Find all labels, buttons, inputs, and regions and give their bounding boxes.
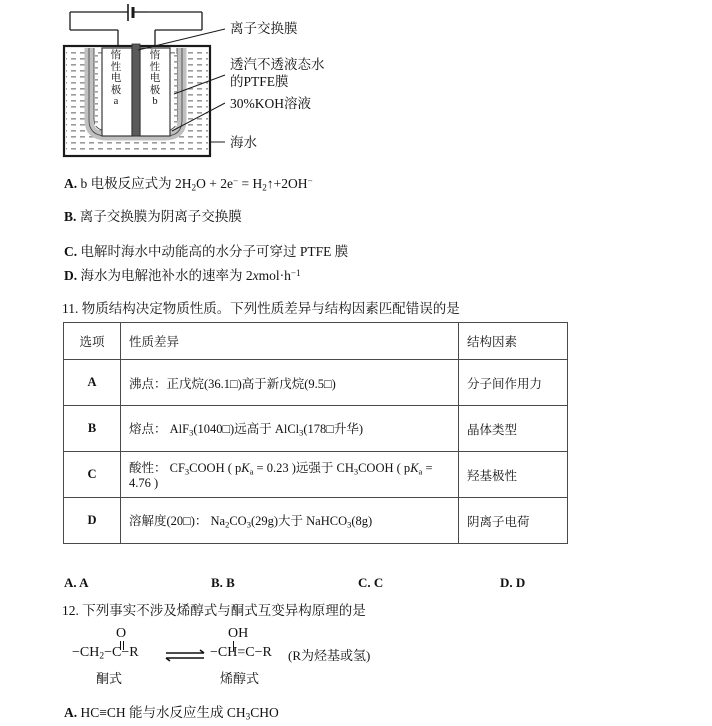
callout-ptfe-membrane-line2: 的PTFE膜 [230,74,289,89]
q10-a-sub1: 2 [191,182,197,193]
table-header-option: 选项 [64,323,121,360]
q10-a-mid3: ↑+2OH [266,175,308,191]
q10-option-c [64,243,348,261]
row-c-option: C [64,452,121,498]
q10-a-sup2: − [307,176,313,186]
electrode-a-char-2: 性 [110,61,122,73]
row-b-difference: 熔点： AlF$_3$(1040□)远高于 AlCl$_3$(178□升华) [121,406,459,452]
ketone-ch-part: −CH [72,645,100,660]
enol-form-caption: 烯醇式 [220,671,260,686]
q10-option-c-text: 电解时海水中动能高的水分子可穿过 PTFE 膜 [80,244,349,259]
electrode-b-char-2: 性 [149,61,161,73]
electrode-b-char-4: 极 [149,84,161,96]
row-d-option: D [64,498,121,544]
q10-option-a-label: A. [64,175,81,191]
row-c-factor: 羟基极性 [459,452,568,498]
enol-hydroxyl-group: OH [228,626,249,641]
q10-a-mid2: = H [238,175,263,191]
row-a-difference: 沸点：正戊烷(36.1□)高于新戊烷(9.5□) [121,360,459,406]
q10-d-italic-x: x [252,267,259,283]
table-row [64,406,568,452]
ion-exchange-membrane [132,44,140,136]
structure-caption-row [72,668,492,688]
q11-answer-c: C. C [358,575,384,590]
electrode-a-char-3: 电 [110,73,122,84]
battery-icon [122,4,148,21]
row-b-option: B [64,406,121,452]
enol-fragment: −CH=C−R [210,645,272,660]
q10-option-b-label: B. [64,209,80,224]
q10-d-sup: −1 [290,268,301,278]
ketone-cr-part: −C−R [104,645,139,660]
q10-option-d [64,264,301,285]
question-12-stem: 12. 下列事实不涉及烯醇式与酮式互变异构原理的是 [62,603,366,618]
q10-option-b [64,208,242,226]
q10-a-sub2: 2 [262,182,267,193]
q12-option-a-post: CHO [250,705,279,720]
electrode-a-char-4: 极 [110,84,122,96]
q10-option-a-pre: b 电极反应式为 2H [80,175,192,191]
table-header-row [64,323,568,360]
q11-answer-b: B. B [211,575,235,590]
q11-answer-d: D. D [500,575,526,590]
table-header-factor: 结构因素 [459,323,568,360]
table-row [64,360,568,406]
ketone-left-fragment [72,645,139,662]
row-d-difference: 溶解度(20□)： $Na_2CO_3(29g)$大于 NaHCO$_3$(8g) [121,498,459,544]
electrode-b-label [147,50,163,108]
table-row [64,452,568,498]
q11-answer-a: A. A [64,575,89,590]
q12-option-a-label: A. [64,705,81,720]
question-11-stem: 11. 物质结构决定物质性质。下列性质差异与结构因素匹配错误的是 [62,301,460,316]
q12-option-a-pre: HC≡CH 能与水反应生成 CH [80,705,246,720]
callout-ptfe-membrane-line1: 透汽不透液态水 [230,57,325,72]
circuit-wires [70,12,202,46]
ketone-ch2-sub: 2 [99,651,105,662]
q10-option-b-text: 离子交换膜为阴离子交换膜 [79,209,242,224]
callout-koh-solution: 30%KOH溶液 [230,96,311,111]
electrode-a-char-1: 惰 [110,50,122,61]
row-a-option: A [64,360,121,406]
q10-option-d-pre: 海水为电解池补水的速率为 2 [80,267,253,283]
electrode-b-char-5: b [152,96,158,107]
structure-main-row [72,645,492,667]
row-d-factor: 阴离子电荷 [459,498,568,544]
electrolysis-figure [62,2,422,167]
ketone-form-caption: 酮式 [96,671,123,686]
electrode-b-char-3: 电 [149,73,161,84]
q12-option-a-sub: 3 [245,711,251,722]
structure-top-row [72,628,492,646]
tautomerism-structure [72,628,492,690]
row-a-factor: 分子间作用力 [459,360,568,406]
r-group-note: (R为烃基或氢) [288,648,371,663]
table-row [64,498,568,544]
properties-table [63,322,568,544]
electrode-a-label [108,50,124,108]
table-header-difference: 性质差异 [121,323,459,360]
electrode-b-char-1: 惰 [149,50,161,61]
q10-a-sup1: − [232,176,239,186]
q12-option-a [64,704,279,726]
q10-option-d-label: D. [64,267,81,283]
equilibrium-arrow-icon [164,649,206,663]
q10-option-a [64,172,313,196]
callout-ion-exchange-membrane: 离子交换膜 [230,21,298,36]
q10-d-post: mol·h [258,267,291,283]
row-c-difference: 酸性： $CF_3COOH$ ( $pK_a = 0.23$ )远强于 $CH_3COOH$ ( $pK_a = 4.76$ ) [121,452,459,498]
q10-option-c-label: C. [64,244,81,259]
electrode-a-char-5: a [113,96,119,107]
row-b-factor: 晶体类型 [459,406,568,452]
q10-a-mid1: O + 2e [196,175,233,191]
ketone-oxygen-atom: O [116,626,127,641]
callout-seawater: 海水 [230,135,257,150]
